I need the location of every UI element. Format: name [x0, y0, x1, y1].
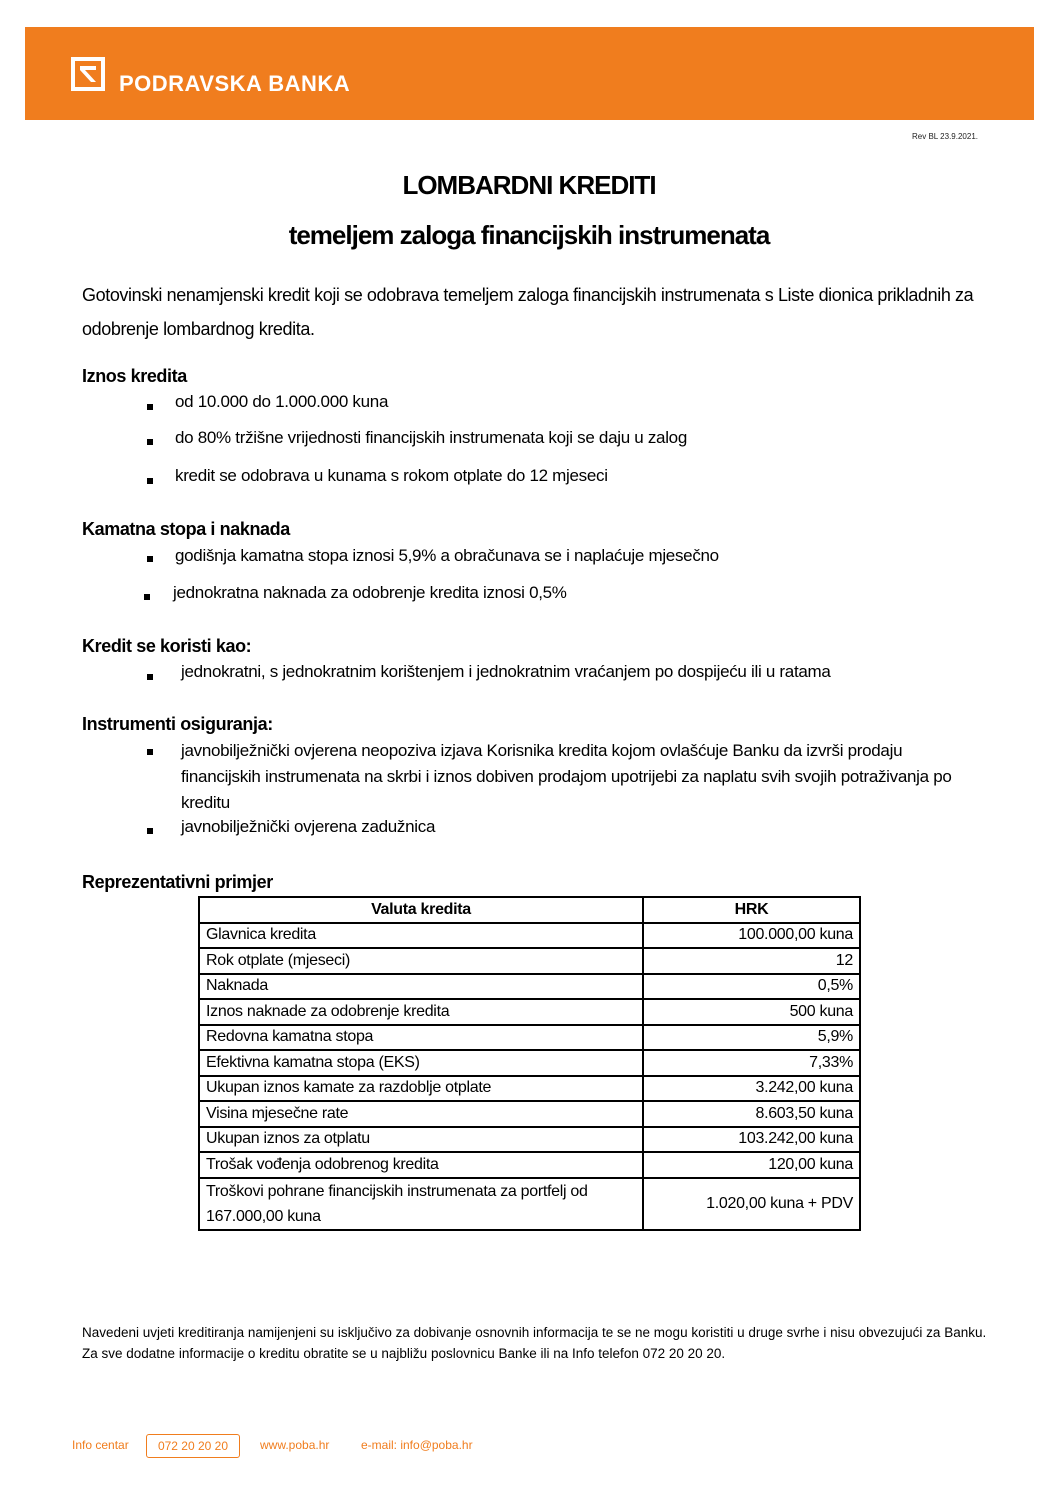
bullet-icon [147, 439, 153, 445]
row-value: 100.000,00 kuna [643, 923, 860, 949]
row-value: 500 kuna [643, 999, 860, 1025]
row-label: Iznos naknade za odobrenje kredita [199, 999, 643, 1025]
row-value: 7,33% [643, 1050, 860, 1076]
bullet-icon [147, 478, 153, 484]
table-row [199, 1127, 860, 1153]
bullet-icon [147, 828, 153, 834]
table-row [199, 1152, 860, 1178]
table-row [199, 999, 860, 1025]
row-label: Naknada [199, 974, 643, 1000]
bullet-icon [147, 404, 153, 410]
list-item: godišnja kamatna stopa iznosi 5,9% a obračunava se i naplaćuje mjesečno [175, 546, 719, 565]
row-label: Trošak vođenja odobrenog kredita [199, 1152, 643, 1178]
row-value: 8.603,50 kuna [643, 1101, 860, 1127]
podravska-banka-logo-icon [71, 57, 105, 91]
list-item: jednokratna naknada za odobrenje kredita iznosi 0,5% [173, 583, 567, 602]
example-table [198, 896, 861, 1231]
table-row [199, 1101, 860, 1127]
list-item: javnobilježnički ovjerena neopoziva izjava Korisnika kredita kojom ovlašćuje Banku da izvrši prodaju financijskih instrumenata na skrbi i iznos dobiven prodajom upotrijebi za naplatu svih svojih potraživanja po kreditu [181, 741, 952, 812]
list-item: jednokratni, s jednokratnim korištenjem i jednokratnim vraćanjem po dospijeću ili u ratama [181, 662, 831, 681]
row-label: Visina mjesečne rate [199, 1101, 643, 1127]
table-row [199, 1076, 860, 1102]
table-row [199, 923, 860, 949]
row-value: 120,00 kuna [643, 1152, 860, 1178]
row-label: Ukupan iznos kamate za razdoblje otplate [199, 1076, 643, 1102]
example-heading: Reprezentativni primjer [82, 872, 273, 892]
footer-info-label: Info centar [72, 1438, 129, 1452]
list-item: od 10.000 do 1.000.000 kuna [175, 392, 389, 411]
row-label: Glavnica kredita [199, 923, 643, 949]
table-header-row [199, 897, 860, 923]
bullet-icon [147, 674, 153, 680]
header-banner [25, 27, 1034, 120]
list-item: kredit se odobrava u kunama s rokom otplate do 12 mjeseci [175, 466, 608, 485]
table-row [199, 1050, 860, 1076]
row-value: 0,5% [643, 974, 860, 1000]
column-header: Valuta kredita [199, 897, 643, 923]
row-label: Ukupan iznos za otplatu [199, 1127, 643, 1153]
row-value: 12 [643, 948, 860, 974]
bullet-icon [147, 556, 153, 562]
table-row [199, 1178, 860, 1230]
table-row [199, 948, 860, 974]
page-subtitle: temeljem zaloga financijskih instrumenata [288, 220, 770, 250]
bullet-icon [144, 594, 150, 600]
column-header: HRK [643, 897, 860, 923]
intro-paragraph: Gotovinski nenamjenski kredit koji se odobrava temeljem zaloga financijskih instrumenata s Liste dionica prikladnih za odobrenje lombardnog kredita. [82, 285, 974, 339]
table-row [199, 974, 860, 1000]
row-label: Troškovi pohrane financijskih instrumenata za portfelj od 167.000,00 kuna [199, 1178, 643, 1230]
row-label: Rok otplate (mjeseci) [199, 948, 643, 974]
disclaimer-text: Navedeni uvjeti kreditiranja namijenjeni su isključivo za dobivanje osnovnih informacija te se ne mogu koristiti u druge svrhe i nisu obvezujući za Banku. Za sve dodatne informacije o kreditu obratite se u najbližu poslovnicu Banke ili na Info telefon 072 20 20 20. [82, 1325, 987, 1361]
section-heading: Kamatna stopa i naknada [82, 519, 290, 539]
brand-name: PODRAVSKA BANKA [119, 71, 351, 96]
row-label: Efektivna kamatna stopa (EKS) [199, 1050, 643, 1076]
footer-email-link[interactable]: e-mail: info@poba.hr [361, 1438, 473, 1452]
row-value: 3.242,00 kuna [643, 1076, 860, 1102]
table-row [199, 1025, 860, 1051]
list-item: javnobilježnički ovjerena zadužnica [181, 817, 436, 836]
footer-phone[interactable]: 072 20 20 20 [146, 1434, 240, 1458]
section-heading: Iznos kredita [82, 366, 187, 386]
section-heading: Kredit se koristi kao: [82, 636, 252, 656]
row-value: 103.242,00 kuna [643, 1127, 860, 1153]
section-heading: Instrumenti osiguranja: [82, 714, 273, 734]
revision-note: Rev BL 23.9.2021. [912, 132, 978, 141]
list-item: do 80% tržišne vrijednosti financijskih instrumenata koji se daju u zalog [175, 428, 687, 447]
row-value: 1.020,00 kuna + PDV [643, 1178, 860, 1230]
footer-web-link[interactable]: www.poba.hr [260, 1438, 330, 1452]
bullet-icon [147, 749, 153, 755]
row-label: Redovna kamatna stopa [199, 1025, 643, 1051]
row-value: 5,9% [643, 1025, 860, 1051]
page-title: LOMBARDNI KREDITI [402, 170, 656, 200]
